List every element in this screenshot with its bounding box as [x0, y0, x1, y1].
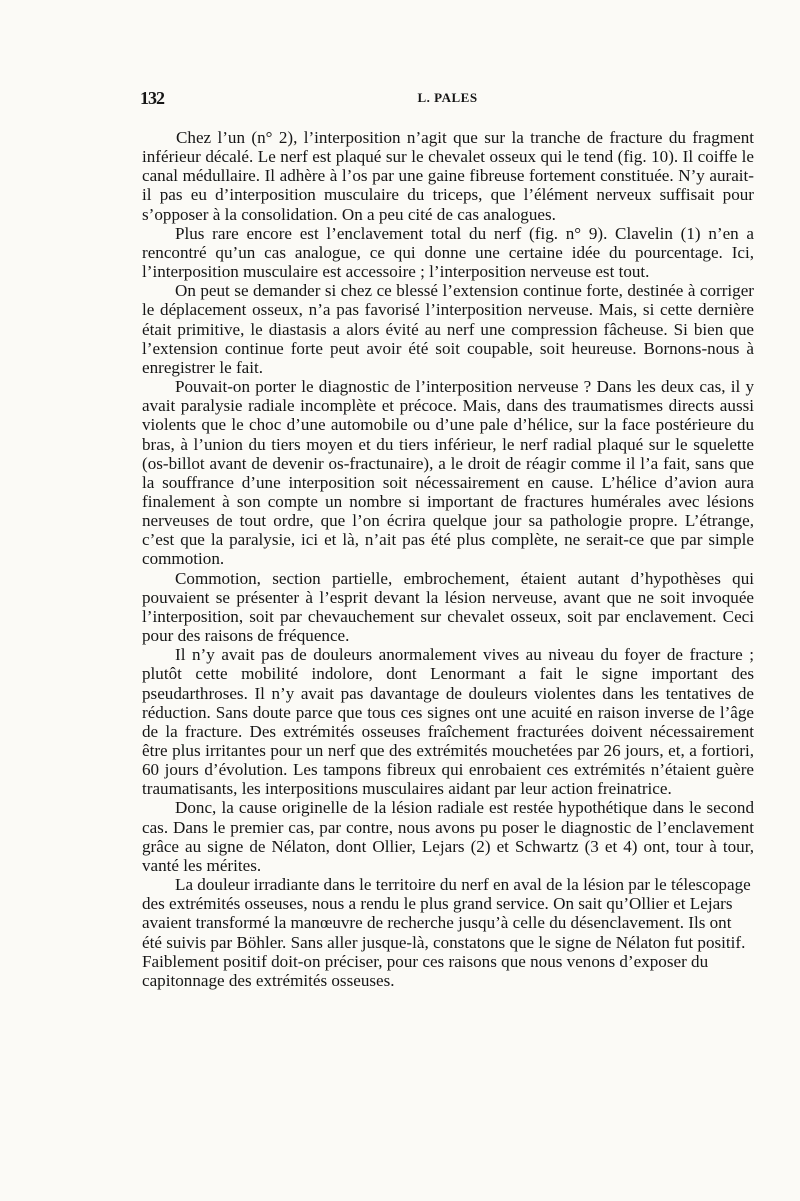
body-text [142, 128, 754, 990]
running-head-author: L. PALES [417, 90, 478, 105]
paragraph: On peut se demander si chez ce blessé l’extension continue forte, destinée à corriger le déplacement osseux, n’a pas favorisé l’interposition nerveuse. Mais, si cette dernière était primitive, le diastasis a alors évité au nerf une compression fâcheuse. Si bien que l’extension continue forte peut avoir été soit coupable, soit heureuse. Bornons-nous à enregistrer le fait. [142, 281, 754, 377]
page-header [140, 88, 755, 112]
paragraph: Pouvait-on porter le diagnostic de l’interposition nerveuse ? Dans les deux cas, il y avait paralysie radiale incomplète et précoce. Mais, dans des traumatismes directs aussi violents que le choc d’une automobile ou d’une pale d’hélice, sur la face postérieure du bras, à l’union du tiers moyen et du tiers inférieur, le nerf radial plaqué sur le squelette (os-billot avant de devenir os-fractunaire), a le droit de réagir comme il l’a fait, sans que la souffrance d’une interposition soit nécessairement en cause. L’hélice d’avion aura finalement à son compte un nombre si important de fractures humérales avec lésions nerveuses de tout ordre, que l’on écrira quelque jour sa pathologie propre. L’étrange, c’est que la paralysie, ici et là, n’ait pas été plus complète, ne serait-ce que par simple commotion. [142, 377, 754, 569]
paragraph: Plus rare encore est l’enclavement total du nerf (fig. n° 9). Clavelin (1) n’en a rencontré qu’un cas analogue, ce qui donne une certaine idée du pourcentage. Ici, l’interposition musculaire est accessoire ; l’interposition nerveuse est tout. [142, 223, 754, 282]
page-number: 132 [140, 88, 164, 108]
paragraph: Il n’y avait pas de douleurs anormalement vives au niveau du foyer de fracture ; plutôt cette mobilité indolore, dont Lenormant a fait le signe important des pseudarthroses. Il n’y avait pas davantage de douleurs violentes dans les tentatives de réduction. Sans doute parce que tous ces signes ont une acuité en raison inverse de l’âge de la fracture. Des extrémités osseuses fraîchement fracturées doivent nécessairement être plus irritantes pour un nerf que des extrémités mouchetées par 26 jours, et, a fortiori, 60 jours d’évolution. Les tampons fibreux qui enrobaient ces extrémités n’étaient guère traumatisants, les interpositions musculaires aidant par leur action freinatrice. [142, 645, 754, 799]
paragraph: Donc, la cause originelle de la lésion radiale est restée hypothétique dans le second cas. Dans le premier cas, par contre, nous avons pu poser le diagnostic de l’enclavement grâce au signe de Nélaton, dont Ollier, Lejars (2) et Schwartz (3 et 4) ont, tour à tour, vanté les mérites. [142, 798, 754, 875]
paragraph: Commotion, section partielle, embrochement, étaient autant d’hypothèses qui pouvaient se présenter à l’esprit devant la lésion nerveuse, avant que ne soit invoquée l’interposition, soit par chevauchement sur chevalet osseux, soit par enclavement. Ceci pour des raisons de fréquence. [142, 568, 754, 646]
paragraph: La douleur irradiante dans le territoire du nerf en aval de la lésion par le télescopage des extrémités osseuses, nous a rendu le plus grand service. On sait qu’Ollier et Lejars avaient transformé la manœuvre de recherche jusqu’à celle du désenclavement. Ils ont été suivis par Böhler. Sans aller jusque-là, constatons que le signe de Nélaton fut positif. Faiblement positif doit-on préciser, pour ces raisons que nous venons d’exposer du capitonnage des extrémités osseuses. [142, 875, 751, 990]
paragraph: Chez l’un (n° 2), l’interposition n’agit que sur la tranche de fracture du fragment inférieur décalé. Le nerf est plaqué sur le chevalet osseux qui le tend (fig. 10). Il coiffe le canal médullaire. Il adhère à l’os par une gaine fibreuse fortement constituée. N’y aurait-il pas eu d’interposition musculaire du triceps, que l’élément nerveux suffisait pour s’opposer à la consolidation. On a peu cité de cas analogues. [142, 128, 754, 224]
